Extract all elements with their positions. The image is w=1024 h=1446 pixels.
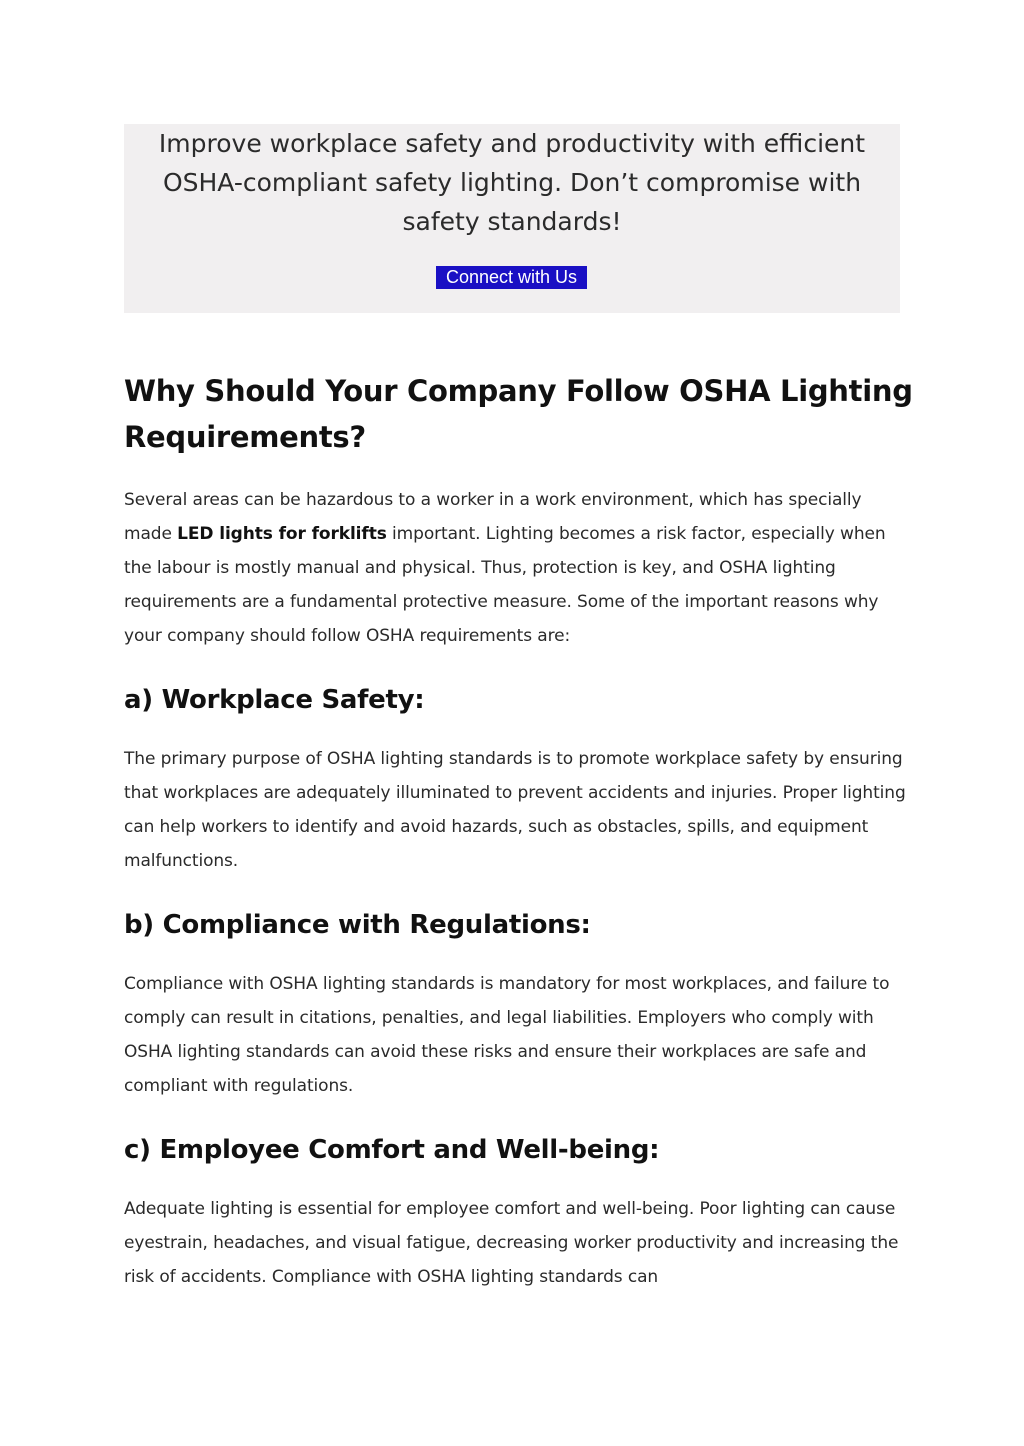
compliance-paragraph: Compliance with OSHA lighting standards is mandatory for most workplaces, and failure to comply can result in citations, penalties, and legal liabilities. Employers who comply with OSHA lighting standards can avoid these risks and ensure their workplaces are safe and compliant with regulations. — [124, 974, 890, 1096]
section-title: Why Should Your Company Follow OSHA Lighting Requirements? — [124, 374, 913, 454]
connect-with-us-link[interactable]: Connect with Us — [436, 266, 587, 289]
workplace-safety-heading: a) Workplace Safety: — [124, 685, 425, 715]
employee-comfort-heading: c) Employee Comfort and Well-being: — [124, 1135, 660, 1165]
led-lights-for-forklifts-text: LED lights for forklifts — [177, 524, 387, 544]
employee-comfort-paragraph: Adequate lighting is essential for employee comfort and well-being. Poor lighting can cause eyestrain, headaches, and visual fatigue, decreasing worker productivity and increasing the risk of accidents. Compliance with OSHA lighting standards can — [124, 1199, 899, 1287]
intro-paragraph — [124, 483, 914, 653]
cta-box — [124, 124, 900, 313]
cta-text: Improve workplace safety and productivity with efficient OSHA-compliant safety lighting. Don’t compromise with safety standards! — [158, 129, 866, 236]
workplace-safety-paragraph: The primary purpose of OSHA lighting standards is to promote workplace safety by ensuring that workplaces are adequately illuminated to prevent accidents and injuries. Proper lighting can help workers to identify and avoid hazards, such as obstacles, spills, and equipment malfunctions. — [124, 749, 906, 871]
compliance-heading: b) Compliance with Regulations: — [124, 910, 591, 940]
intro-text-end: important. Lighting becomes a risk factor, especially when the labour is mostly manual and physical. Thus, protection is key, and OSHA lighting requirements are a fundamental protective measure. Some of the important reasons why your company should follow OSHA requirements are: — [124, 524, 886, 646]
intro-text-start: Several areas can be hazardous to a worker in a work environment, which has specially made — [124, 490, 862, 544]
